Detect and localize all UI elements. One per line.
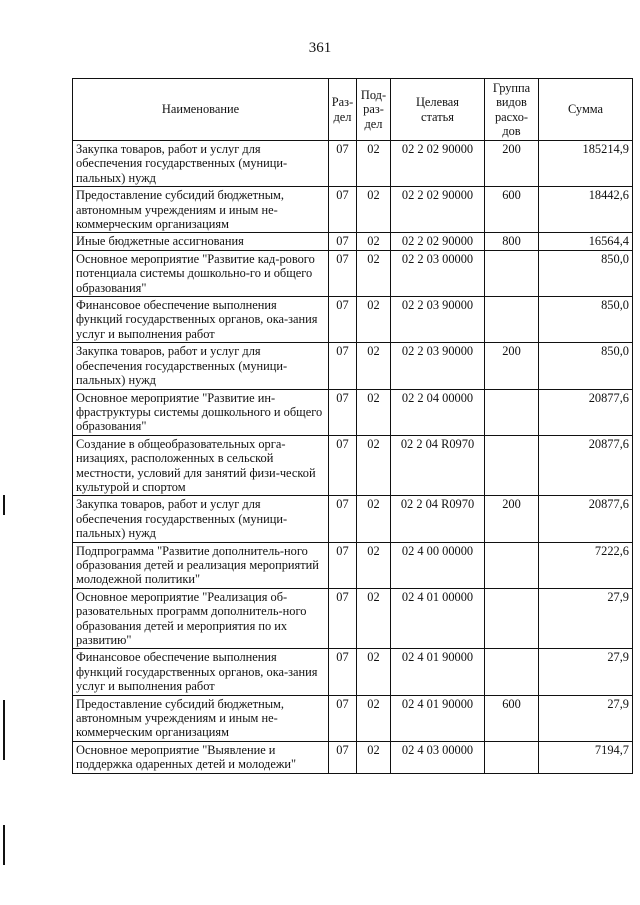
table-row (73, 542, 633, 588)
cell-vid (485, 389, 539, 435)
cell-name: Закупка товаров, работ и услуг для обеспечения государственных (муници-пальных) нужд (73, 343, 329, 389)
cell-vid (485, 250, 539, 296)
cell-podrazdel: 02 (357, 389, 391, 435)
cell-podrazdel: 02 (357, 741, 391, 773)
cell-razdel: 07 (329, 233, 357, 250)
cell-podrazdel: 02 (357, 649, 391, 695)
cell-name: Создание в общеобразовательных орга-низациях, расположенных в сельской местности, условий для занятий физи-ческой культурой и спортом (73, 435, 329, 496)
table-row (73, 250, 633, 296)
cell-summa: 27,9 (539, 588, 633, 649)
cell-podrazdel: 02 (357, 233, 391, 250)
cell-vid (485, 741, 539, 773)
margin-mark (3, 700, 5, 760)
cell-name: Закупка товаров, работ и услуг для обеспечения государственных (муници-пальных) нужд (73, 496, 329, 542)
table-row (73, 435, 633, 496)
cell-razdel: 07 (329, 187, 357, 233)
table-row (73, 496, 633, 542)
cell-summa: 185214,9 (539, 141, 633, 187)
cell-podrazdel: 02 (357, 187, 391, 233)
cell-razdel: 07 (329, 389, 357, 435)
cell-statya: 02 2 02 90000 (391, 141, 485, 187)
cell-podrazdel: 02 (357, 542, 391, 588)
header-row (73, 79, 633, 141)
cell-razdel: 07 (329, 741, 357, 773)
table-row (73, 695, 633, 741)
cell-vid (485, 297, 539, 343)
cell-podrazdel: 02 (357, 297, 391, 343)
column-header-name: Наименование (73, 79, 329, 141)
column-header-statya: Целевая статья (391, 79, 485, 141)
cell-summa: 20877,6 (539, 496, 633, 542)
column-header-podrazdel: Под- раз- дел (357, 79, 391, 141)
cell-name: Основное мероприятие "Выявление и поддержка одаренных детей и молодежи" (73, 741, 329, 773)
cell-vid: 200 (485, 496, 539, 542)
cell-summa: 16564,4 (539, 233, 633, 250)
cell-name: Предоставление субсидий бюджетным, автономным учреждениям и иным не-коммерческим организациям (73, 187, 329, 233)
cell-vid (485, 588, 539, 649)
table-row (73, 297, 633, 343)
cell-podrazdel: 02 (357, 250, 391, 296)
cell-name: Предоставление субсидий бюджетным, автономным учреждениям и иным не-коммерческим организациям (73, 695, 329, 741)
cell-statya: 02 2 02 90000 (391, 233, 485, 250)
margin-mark (3, 495, 5, 515)
cell-vid: 600 (485, 187, 539, 233)
cell-razdel: 07 (329, 542, 357, 588)
cell-summa: 7222,6 (539, 542, 633, 588)
table-row (73, 649, 633, 695)
cell-podrazdel: 02 (357, 435, 391, 496)
cell-name: Иные бюджетные ассигнования (73, 233, 329, 250)
page-number: 361 (308, 40, 332, 56)
cell-vid: 200 (485, 141, 539, 187)
cell-summa: 27,9 (539, 695, 633, 741)
cell-statya: 02 4 03 00000 (391, 741, 485, 773)
budget-table (72, 78, 633, 774)
cell-razdel: 07 (329, 343, 357, 389)
cell-statya: 02 4 00 00000 (391, 542, 485, 588)
cell-name: Подпрограмма "Развитие дополнитель-ного образования детей и реализация мероприятий молодежной политики" (73, 542, 329, 588)
cell-statya: 02 2 03 00000 (391, 250, 485, 296)
cell-statya: 02 2 04 R0970 (391, 435, 485, 496)
table-row (73, 343, 633, 389)
column-header-vid: Группа видов расхо- дов (485, 79, 539, 141)
cell-razdel: 07 (329, 435, 357, 496)
cell-summa: 850,0 (539, 250, 633, 296)
column-header-summa: Сумма (539, 79, 633, 141)
cell-razdel: 07 (329, 496, 357, 542)
cell-vid: 200 (485, 343, 539, 389)
cell-name: Финансовое обеспечение выполнения функций государственных органов, ока-зания услуг и выполнения работ (73, 649, 329, 695)
cell-statya: 02 2 03 90000 (391, 297, 485, 343)
cell-summa: 20877,6 (539, 435, 633, 496)
cell-vid (485, 649, 539, 695)
table-body (73, 141, 633, 774)
cell-summa: 7194,7 (539, 741, 633, 773)
cell-razdel: 07 (329, 141, 357, 187)
table-row (73, 588, 633, 649)
cell-name: Основное мероприятие "Развитие кад-рового потенциала системы дошкольно-го и общего образования" (73, 250, 329, 296)
cell-summa: 850,0 (539, 343, 633, 389)
cell-statya: 02 4 01 90000 (391, 695, 485, 741)
table-row (73, 389, 633, 435)
cell-podrazdel: 02 (357, 141, 391, 187)
cell-razdel: 07 (329, 588, 357, 649)
cell-name: Основное мероприятие "Развитие ин-фраструктуры системы дошкольного и общего образования" (73, 389, 329, 435)
cell-summa: 27,9 (539, 649, 633, 695)
cell-statya: 02 2 04 R0970 (391, 496, 485, 542)
table-row (73, 187, 633, 233)
cell-razdel: 07 (329, 649, 357, 695)
cell-razdel: 07 (329, 297, 357, 343)
cell-name: Закупка товаров, работ и услуг для обеспечения государственных (муници-пальных) нужд (73, 141, 329, 187)
table-row (73, 141, 633, 187)
cell-razdel: 07 (329, 250, 357, 296)
cell-name: Основное мероприятие "Реализация об-разовательных программ дополнитель-ного образования детей и мероприятия по их развитию" (73, 588, 329, 649)
cell-summa: 850,0 (539, 297, 633, 343)
column-header-razdel: Раз- дел (329, 79, 357, 141)
table-header (73, 79, 633, 141)
cell-podrazdel: 02 (357, 588, 391, 649)
cell-statya: 02 4 01 00000 (391, 588, 485, 649)
cell-vid: 600 (485, 695, 539, 741)
cell-statya: 02 2 02 90000 (391, 187, 485, 233)
table-row (73, 233, 633, 250)
cell-vid (485, 435, 539, 496)
cell-vid: 800 (485, 233, 539, 250)
margin-mark (3, 825, 5, 865)
cell-summa: 20877,6 (539, 389, 633, 435)
cell-statya: 02 4 01 90000 (391, 649, 485, 695)
table-row (73, 741, 633, 773)
cell-podrazdel: 02 (357, 695, 391, 741)
cell-summa: 18442,6 (539, 187, 633, 233)
cell-podrazdel: 02 (357, 496, 391, 542)
cell-vid (485, 542, 539, 588)
cell-statya: 02 2 04 00000 (391, 389, 485, 435)
cell-podrazdel: 02 (357, 343, 391, 389)
cell-razdel: 07 (329, 695, 357, 741)
cell-name: Финансовое обеспечение выполнения функций государственных органов, ока-зания услуг и выполнения работ (73, 297, 329, 343)
cell-statya: 02 2 03 90000 (391, 343, 485, 389)
